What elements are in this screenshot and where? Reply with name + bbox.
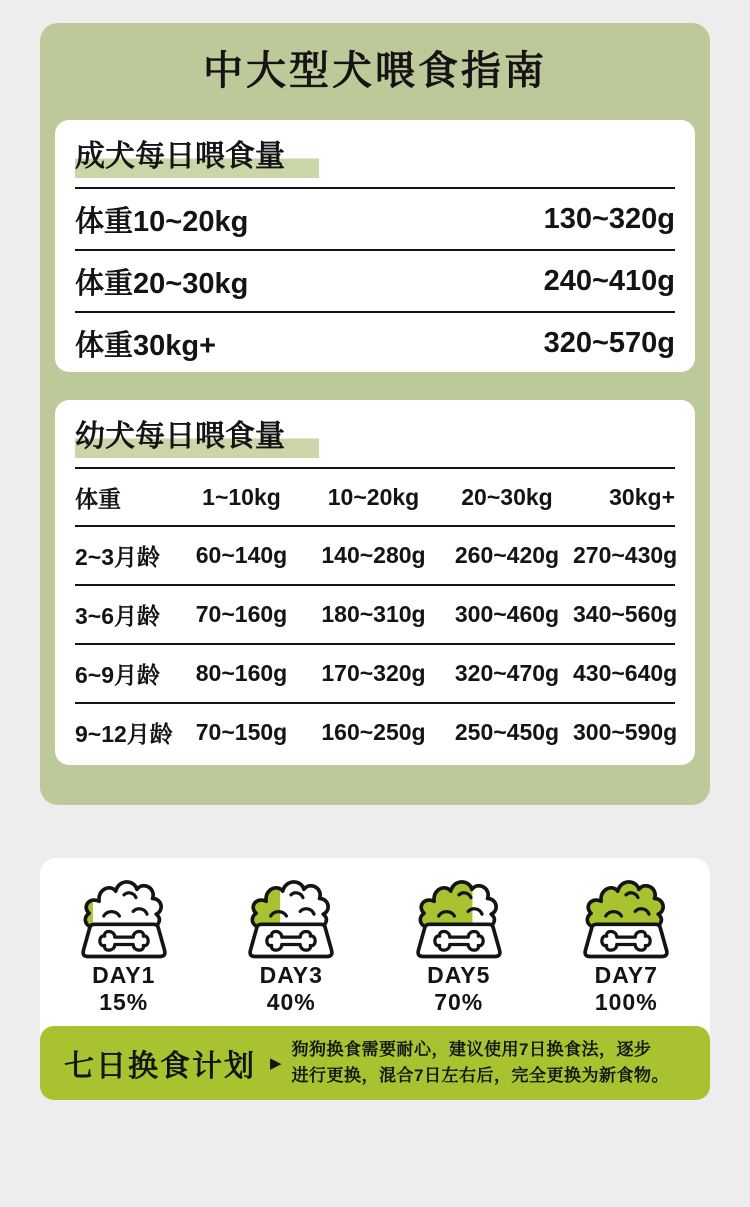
transition-day (208, 870, 376, 1016)
feeding-amount: 300~590g (573, 719, 678, 745)
feeding-amount: 240~410g (543, 264, 675, 297)
column-header: 30kg+ (609, 483, 675, 510)
table-row (75, 311, 675, 373)
puppy-feeding-section (55, 400, 695, 765)
age-range: 9~12月龄 (75, 721, 173, 747)
table-row (75, 584, 678, 643)
feeding-amount: 160~250g (321, 719, 426, 745)
banner-title: 七日换食计划 (64, 1050, 256, 1083)
feeding-amount: 320~470g (454, 660, 560, 686)
dog-bowl-icon (65, 870, 183, 962)
feeding-amount: 250~450g (454, 719, 560, 745)
feeding-amount: 80~160g (195, 660, 288, 686)
column-header: 体重 (75, 485, 121, 512)
day-label: DAY5 (427, 962, 491, 988)
column-header: 10~20kg (327, 483, 420, 510)
weight-range: 体重20~30kg (75, 267, 249, 300)
triangle-arrow-icon: ▶ (270, 1055, 282, 1072)
dog-bowl-icon (232, 870, 350, 962)
day-label: DAY7 (594, 962, 658, 988)
transition-day (375, 870, 543, 1016)
feeding-amount: 320~570g (543, 326, 675, 359)
feeding-amount: 300~460g (454, 601, 560, 627)
feeding-guide-card (40, 23, 710, 805)
feeding-amount: 170~320g (321, 660, 426, 686)
age-range: 6~9月龄 (75, 662, 161, 688)
day-percent: 15% (99, 989, 149, 1015)
feeding-amount: 140~280g (321, 542, 426, 568)
column-header: 20~30kg (461, 483, 553, 510)
age-range: 3~6月龄 (75, 603, 161, 629)
adult-feeding-section (55, 120, 695, 372)
feeding-amount: 430~640g (573, 660, 678, 686)
feeding-amount: 130~320g (543, 202, 675, 235)
transition-days-row (40, 858, 710, 1016)
banner-description-line1: 狗狗换食需要耐心，建议使用7日换食法，逐步 (291, 1040, 652, 1059)
feeding-amount: 70~160g (195, 601, 288, 627)
table-row (75, 249, 675, 311)
column-header: 1~10kg (202, 483, 281, 510)
puppy-section-heading-text: 幼犬每日喂食量 (75, 416, 319, 458)
table-row (75, 525, 678, 584)
weight-range: 体重30kg+ (75, 329, 217, 362)
food-transition-card (40, 858, 710, 1100)
table-header-row (75, 467, 675, 525)
feeding-amount: 60~140g (195, 542, 288, 568)
transition-day (543, 870, 711, 1016)
feeding-amount: 70~150g (195, 719, 288, 745)
table-row (75, 702, 678, 761)
day-percent: 100% (594, 989, 658, 1015)
day-label: DAY1 (92, 962, 156, 988)
transition-day (40, 870, 208, 1016)
dog-bowl-icon (400, 870, 518, 962)
feeding-amount: 340~560g (573, 601, 678, 627)
feeding-amount: 180~310g (321, 601, 426, 627)
feeding-amount: 270~430g (573, 542, 678, 568)
age-range: 2~3月龄 (75, 544, 161, 570)
table-row (75, 643, 678, 702)
dog-bowl-icon (567, 870, 685, 962)
feeding-amount: 260~420g (454, 542, 560, 568)
day-percent: 40% (266, 989, 316, 1015)
adult-section-heading (75, 136, 675, 178)
adult-section-heading-text: 成犬每日喂食量 (75, 136, 319, 178)
page-title: 中大型犬喂食指南 (203, 49, 547, 93)
seven-day-plan-banner (40, 1026, 710, 1100)
day-percent: 70% (434, 989, 484, 1015)
banner-description-line2: 进行更换，混合7日左右后，完全更换为新食物。 (291, 1066, 670, 1085)
table-row (75, 187, 675, 249)
banner-description (292, 1037, 686, 1089)
weight-range: 体重10~20kg (75, 205, 249, 238)
day-label: DAY3 (259, 962, 323, 988)
puppy-section-heading (75, 416, 675, 458)
